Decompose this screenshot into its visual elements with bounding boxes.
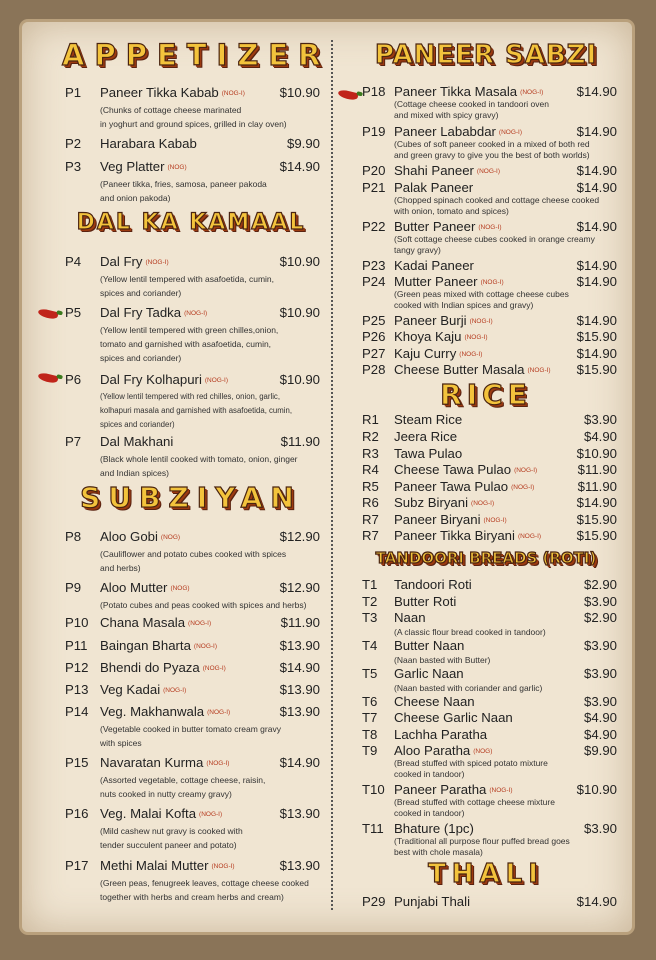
item-code: P22 [362,219,386,234]
item-name: Bhature (1pc) [394,821,474,836]
menu-item-t1 [362,577,617,595]
item-desc-line: nuts cooked in nutty creamy gravy) [100,789,232,799]
item-name: Butter Naan [394,638,465,653]
item-code: P21 [362,180,386,195]
item-price: $10.90 [279,372,320,387]
item-code: P15 [65,755,89,770]
item-desc-line: (Yellow lentil tempered with asafoetida, cumin, [100,274,275,284]
item-code: T3 [362,610,378,625]
item-tag: (NOG) [167,164,187,172]
item-desc-line: together with herbs and cream herbs and cream) [100,892,284,902]
item-name: Butter Paneer [394,219,476,234]
item-code: R7 [362,512,379,527]
item-price: $14.90 [576,180,617,195]
item-name: Dal Fry Tadka [100,305,182,320]
item-name: Palak Paneer [394,180,474,195]
item-code: P29 [362,894,386,909]
item-price: $14.90 [279,755,320,770]
item-code: P25 [362,313,386,328]
item-name: Cheese Butter Masala [394,362,525,377]
item-price: $4.90 [583,429,617,444]
item-tag: (NOG-I) [476,168,501,176]
item-price: $15.90 [576,362,617,377]
item-desc-line: with spices [100,738,142,748]
menu-item-t9 [362,743,617,779]
item-price: $3.90 [583,821,617,836]
item-tag: (NOG-I) [478,224,502,232]
item-desc-line: (Yellow lentil tempered with red chilles, onion, garlic, [100,392,280,401]
item-code: T6 [362,694,378,709]
item-code: P7 [65,434,82,449]
item-name: Subz Biryani [394,495,469,510]
item-code: R3 [362,446,379,461]
item-tag: (NOG-I) [483,517,507,525]
item-desc-line: (A classic flour bread cooked in tandoor) [394,627,546,637]
item-name: Garlic Naan [394,666,464,681]
section-header-rice: RICE [440,378,532,411]
item-name: Harabara Kabab [100,136,197,151]
item-desc-line: and mixed with spicy gravy) [394,109,499,120]
item-desc-line: and herbs) [100,563,141,573]
item-tag: (NOG-I) [163,687,187,695]
menu-item-p1 [65,85,320,131]
item-price: $14.90 [279,159,320,174]
item-tag: (NOG-I) [511,484,535,492]
item-name: Chana Masala [100,615,186,630]
menu-item-p15 [65,755,320,801]
item-desc-line: spices and coriander) [100,353,182,363]
item-code: P17 [65,858,89,873]
menu-item-p4 [65,254,320,300]
item-code: P27 [362,346,386,361]
item-price: $13.90 [279,682,320,697]
item-price: $2.90 [583,610,617,625]
item-price: $9.90 [583,743,617,758]
menu-item-p13 [65,682,320,700]
menu-item-p26 [362,329,617,347]
item-code: P26 [362,329,386,344]
item-price: $10.90 [279,254,320,269]
menu-item-p3 [65,159,320,205]
menu-item-p6 [65,372,320,432]
item-name: Paneer Lababdar [394,124,496,139]
item-code: P12 [65,660,89,675]
menu-item-p2 [65,136,320,154]
item-code: R5 [362,479,379,494]
item-code: P10 [65,615,89,630]
menu-item-r2 [362,429,617,447]
item-code: R6 [362,495,379,510]
item-price: $11.90 [280,434,320,449]
item-code: P5 [65,305,82,320]
item-tag: (NOG-I) [498,129,523,137]
item-desc-line: (Traditional all purpose flour puffed bread goes [394,836,570,846]
item-desc-line: (Soft cottage cheese cubes cooked in orange creamy [394,234,595,244]
item-name: Steam Rice [394,412,463,427]
item-price: $10.90 [576,782,617,797]
menu-item-r7-tikka [362,528,617,546]
item-code: R7 [362,528,379,543]
item-price: $14.90 [576,84,617,99]
item-price: $9.90 [286,136,320,151]
item-desc-line: (Cauliflower and potato cubes cooked with spices [100,549,287,559]
item-name: Veg Platter [100,159,165,174]
item-desc-line: (Naan basted with Butter) [394,655,491,665]
item-name: Paneer Tikka Kabab [100,85,219,100]
item-tag: (NOG-I) [459,351,483,359]
item-name: Cheese Tawa Pulao [394,462,512,477]
item-desc-line: and Indian spices) [100,468,169,478]
item-desc-line: (Naan basted with coriander and garlic) [394,683,543,693]
item-code: T11 [362,821,384,836]
item-name: Aloo Gobi [100,529,158,544]
item-code: P1 [65,85,82,100]
item-desc-line: (Chopped spinach cooked and cottage cheese cooked [394,195,600,205]
section-header-tandoori-breads: TANDOORI BREADS (ROTI) [375,549,597,567]
item-tag: (NOG-I) [145,259,169,267]
item-code: R2 [362,429,379,444]
item-price: $15.90 [576,329,617,344]
item-code: P19 [362,124,386,139]
menu-item-p18 [362,84,617,120]
item-price: $14.90 [576,495,617,510]
item-price: $14.90 [576,258,617,273]
item-desc-line: tender succulent paneer and potato) [100,840,237,850]
item-tag: (NOG) [473,748,493,756]
menu-item-r4 [362,462,617,480]
section-header-dal-ka-kamaal: DAL KA KAMAAL [76,210,306,235]
item-price: $15.90 [576,528,617,543]
item-price: $14.90 [279,660,320,675]
item-desc-line: cooked in tandoor) [394,768,465,779]
item-code: T4 [362,638,378,653]
item-desc-line: tangy gravy) [394,244,441,255]
item-code: P8 [65,529,82,544]
item-name: Kadai Paneer [394,258,474,273]
item-code: T8 [362,727,378,742]
item-desc-line: (Mild cashew nut gravy is cooked with [100,826,243,836]
item-code: P4 [65,254,82,269]
menu-item-p24 [362,274,617,310]
item-name: Aloo Mutter [100,580,168,595]
item-name: Paneer Burji [394,313,467,328]
item-price: $3.90 [583,412,617,427]
item-name: Veg. Makhanwala [100,704,205,719]
item-desc-line: spices and coriander) [100,288,182,298]
item-name: Shahi Paneer [394,163,474,178]
item-tag: (NOG-I) [514,467,538,475]
menu-item-p21 [362,180,617,216]
item-price: $13.90 [279,858,320,873]
item-price: $14.90 [576,894,617,909]
item-name: Punjabi Thali [394,894,471,909]
item-code: P16 [65,806,89,821]
item-desc-line: in yoghurt and ground spices, grilled in clay oven) [100,119,287,129]
item-code: P13 [65,682,89,697]
item-tag: (NOG-I) [221,90,245,98]
item-desc-line: (Bread stuffed with spiced potato mixture [394,758,548,768]
item-code: P23 [362,258,386,273]
item-name: Tawa Pulao [394,446,463,461]
item-name: Khoya Kaju [394,329,462,344]
menu-item-p20 [362,163,617,181]
item-code: T2 [362,594,378,609]
item-name: Paneer Paratha [394,782,487,797]
menu-item-p7 [65,434,320,480]
item-code: P18 [362,84,386,99]
item-price: $3.90 [583,594,617,609]
item-price: $13.90 [279,806,320,821]
item-tag: (NOG-I) [188,620,212,628]
menu-item-p22 [362,219,617,255]
item-tag: (NOG-I) [527,367,551,375]
item-name: Paneer Tikka Masala [394,84,518,99]
item-price: $14.90 [576,219,617,234]
menu-item-p11 [65,638,320,656]
item-name: Mutter Paneer [394,274,478,289]
item-name: Naan [394,610,426,625]
item-code: P6 [65,372,82,387]
item-desc-line: (Cubes of soft paneer cooked in a mixed of both red [394,139,590,149]
item-price: $3.90 [583,666,617,681]
item-tag: (NOG-I) [211,863,235,871]
menu-item-t7 [362,710,617,728]
item-tag: (NOG-I) [202,665,226,673]
menu-item-t11 [362,821,617,857]
item-price: $4.90 [583,727,617,742]
item-name: Veg Kadai [100,682,161,697]
item-desc-line: spices and coriander) [100,420,175,429]
item-price: $11.90 [577,462,617,477]
item-name: Paneer Biryani [394,512,481,527]
section-header-paneer-sabzi: PANEER SABZI [374,40,598,70]
item-name: Kaju Curry [394,346,457,361]
item-price: $10.90 [576,446,617,461]
item-price: $3.90 [583,638,617,653]
item-desc-line: (Vegetable cooked in butter tomato cream gravy [100,724,281,734]
item-desc-line: tomato and garnished with asafoetida, cumin, [100,339,272,349]
menu-item-t5 [362,666,617,694]
menu-item-t3 [362,610,617,638]
menu-item-p16 [65,806,320,852]
item-code: P24 [362,274,386,289]
item-desc-line: and onion pakoda) [100,193,171,203]
item-name: Cheese Naan [394,694,475,709]
item-code: P9 [65,580,82,595]
menu-item-p10 [65,615,320,633]
item-name: Cheese Garlic Naan [394,710,513,725]
item-tag: (NOG) [160,534,181,542]
item-price: $10.90 [279,305,320,320]
item-price: $14.90 [576,274,617,289]
item-desc-line: cooked in tandoor) [394,807,465,818]
item-code: P2 [65,136,82,151]
item-tag: (NOG-I) [489,787,513,795]
item-name: Bhendi do Pyaza [100,660,200,675]
item-name: Methi Malai Mutter [100,858,209,873]
item-name: Dal Makhani [100,434,174,449]
column-divider [331,40,333,910]
item-price: $12.90 [279,580,320,595]
menu-item-p9 [65,580,320,612]
menu-item-t10 [362,782,617,818]
section-header-subziyan: SUBZIYAN [80,481,302,514]
menu-item-p17 [65,858,320,904]
item-price: $2.90 [583,577,617,592]
item-tag: (NOG) [170,585,190,593]
item-desc-line: (Chunks of cottage cheese marinated [100,105,242,115]
item-code: P20 [362,163,386,178]
item-price: $13.90 [279,638,320,653]
item-price: $3.90 [583,694,617,709]
section-header-thali: THALI [428,859,544,889]
item-price: $14.90 [576,313,617,328]
menu-item-r1 [362,412,617,430]
item-desc-line: and green gravy to give you the best of both worlds) [394,149,590,160]
item-desc-line: cooked with Indian spices and gravy) [394,299,534,310]
item-price: $11.90 [577,479,617,494]
menu-item-r6 [362,495,617,513]
item-price: $14.90 [576,124,617,139]
item-tag: (NOG-I) [471,500,495,508]
item-code: P28 [362,362,386,377]
menu-item-p14 [65,704,320,750]
item-tag: (NOG-I) [206,760,230,768]
menu-item-p5 [65,305,320,365]
item-name: Tandoori Roti [394,577,472,592]
item-tag: (NOG-I) [204,377,228,385]
item-tag: (NOG-I) [207,709,231,717]
item-price: $11.90 [280,615,320,630]
menu-item-t4 [362,638,617,666]
item-tag: (NOG-I) [469,318,493,326]
item-desc-line: (Cottage cheese cooked in tandoori oven [394,99,549,109]
item-desc-line: best with chole masala) [394,846,483,857]
menu-item-p12 [65,660,320,678]
item-desc-line: (Potato cubes and peas cooked with spices and herbs) [100,600,307,610]
item-name: Paneer Tikka Biryani [394,528,515,543]
item-tag: (NOG-I) [199,811,223,819]
section-header-appetizer: APPETIZER [62,38,331,72]
item-price: $13.90 [279,704,320,719]
item-desc-line: (Assorted vegetable, cottage cheese, raisin, [100,775,266,785]
item-name: Lachha Paratha [394,727,488,742]
item-tag: (NOG-I) [520,89,544,97]
item-code: P14 [65,704,89,719]
item-name: Dal Fry [100,254,143,269]
item-name: Butter Roti [394,594,457,609]
menu-item-p29 [362,894,617,912]
item-price: $12.90 [279,529,320,544]
item-name: Paneer Tawa Pulao [394,479,509,494]
item-code: R1 [362,412,379,427]
item-code: R4 [362,462,379,477]
menu-item-p19 [362,124,617,160]
item-desc-line: kolhapuri masala and garnished with asafoetida, cumin, [100,406,293,415]
item-price: $4.90 [583,710,617,725]
item-price: $14.90 [576,163,617,178]
item-tag: (NOG-I) [464,334,488,342]
item-desc-line: (Green peas mixed with cottage cheese cubes [394,289,569,299]
item-name: Aloo Paratha [394,743,471,758]
item-price: $15.90 [576,512,617,527]
item-name: Navaratan Kurma [100,755,204,770]
item-desc-line: with onion, tomato and spices) [394,205,509,216]
item-code: P11 [65,638,88,653]
item-code: T9 [362,743,378,758]
item-tag: (NOG-I) [517,533,542,541]
item-desc-line: (Bread stuffed with cottage cheese mixture [394,797,555,807]
item-code: T7 [362,710,378,725]
item-desc-line: (Green peas, fenugreek leaves, cottage cheese cooked [100,878,309,888]
item-desc-line: (Black whole lentil cooked with tomato, onion, ginger [100,454,298,464]
item-name: Dal Fry Kolhapuri [100,372,202,387]
item-name: Baingan Bharta [100,638,191,653]
item-desc-line: (Paneer tikka, fries, samosa, paneer pakoda [100,179,267,189]
item-desc-line: (Yellow lentil tempered with green chilles,onion, [100,325,279,335]
item-code: P3 [65,159,82,174]
item-code: T10 [362,782,385,797]
item-tag: (NOG-I) [184,310,208,318]
item-code: T5 [362,666,378,681]
item-name: Jeera Rice [394,429,458,444]
item-tag: (NOG-I) [193,643,218,651]
item-tag: (NOG-I) [480,279,504,287]
item-name: Veg. Malai Kofta [100,806,197,821]
item-code: T1 [362,577,378,592]
item-price: $14.90 [576,346,617,361]
menu-item-p8 [65,529,320,575]
item-price: $10.90 [279,85,320,100]
